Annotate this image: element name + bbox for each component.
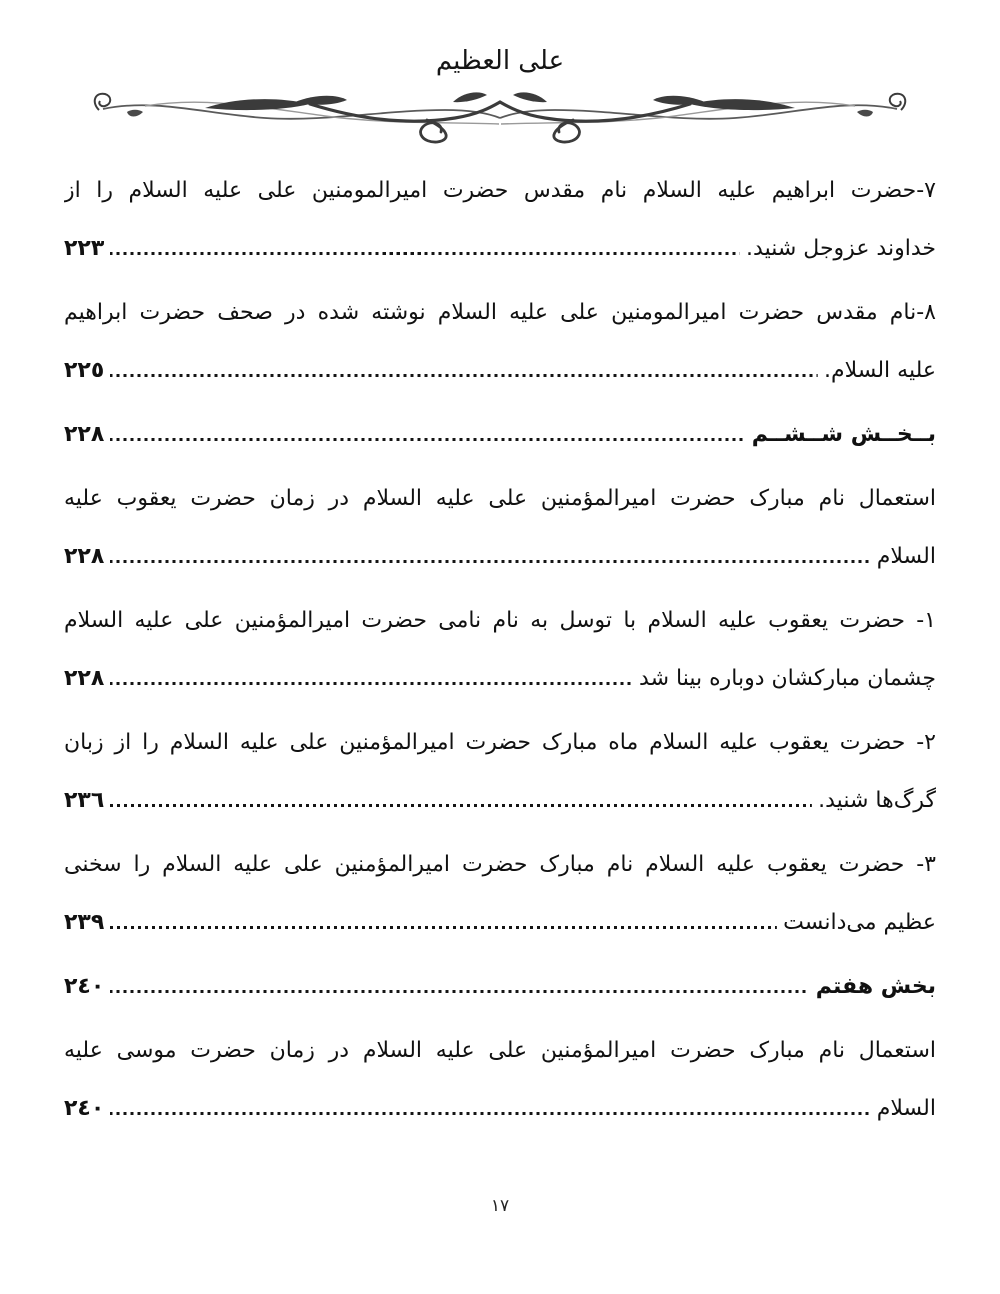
dotted-leader (110, 926, 777, 929)
toc-entry-tail (64, 894, 936, 952)
toc-page-number: ٢٤٠ (64, 1096, 105, 1121)
dotted-leader (110, 804, 812, 807)
toc-entry-3 (64, 836, 936, 952)
toc-entry-tail (64, 528, 936, 586)
toc-entry-1 (64, 592, 936, 708)
toc-entry-intro-yaqub (64, 470, 936, 586)
footer-page-number: ١٧ (490, 1196, 510, 1216)
toc-page-number: ٢٣٦ (64, 788, 105, 813)
page-title: علی العظیم (435, 46, 565, 76)
toc-section-6 (64, 406, 936, 464)
toc-section-label: بخش هفتم (815, 974, 936, 999)
toc-entry-text-tail: السلام (876, 1096, 936, 1121)
toc-page-number: ٢٢٨ (64, 422, 105, 447)
dotted-leader (110, 438, 745, 441)
toc-entry-text-tail: خداوند عزوجل شنید. (746, 236, 936, 261)
dotted-leader (110, 560, 871, 563)
toc-entry-text-tail: عظیم می‌دانست (783, 910, 936, 935)
toc-entry-tail (64, 342, 936, 400)
flourish-divider-graphic (84, 88, 916, 144)
toc-entry-7 (64, 162, 936, 278)
toc-entry-text: ٣- حضرت یعقوب علیه السلام نام مبارک حضرت امیرالمؤمنین علی علیه السلام را سخنی (64, 852, 936, 877)
toc-section-row (64, 406, 936, 464)
toc-page-number: ٢٢٥ (64, 358, 105, 383)
dotted-leader (110, 990, 810, 993)
toc-entry-text: ١- حضرت یعقوب علیه السلام با توسل به نام نامی حضرت امیرالمؤمنین علی علیه السلام (64, 608, 936, 633)
toc-page-number: ٢٢٣ (64, 236, 105, 261)
toc-entry-text: استعمال نام مبارک حضرت امیرالمؤمنین علی علیه السلام در زمان حضرت موسی علیه (64, 1038, 936, 1063)
toc-entry-text-tail: علیه السلام. (823, 358, 936, 383)
toc-entry-tail (64, 650, 936, 708)
toc-entry-8 (64, 284, 936, 400)
dotted-leader (110, 682, 633, 685)
dotted-leader (110, 252, 740, 255)
toc-entry-text: ٨-نام مقدس حضرت امیرالمومنین علی علیه السلام نوشته شده در صحف حضرت ابراهیم (64, 300, 936, 325)
toc-entry-tail (64, 1080, 936, 1138)
dotted-leader (110, 374, 818, 377)
toc-entry-tail (64, 220, 936, 278)
toc-page-number: ٢٣٩ (64, 910, 105, 935)
toc-entry-text-tail: گرگ‌ها شنید. (818, 788, 936, 813)
table-of-contents (64, 162, 936, 1138)
toc-entry-text: استعمال نام مبارک حضرت امیرالمؤمنین علی علیه السلام در زمان حضرت یعقوب علیه (64, 486, 936, 511)
toc-entry-text: ٢- حضرت یعقوب علیه السلام ماه مبارک حضرت امیرالمؤمنین علی علیه السلام را از زبان (64, 730, 936, 755)
toc-entry-2 (64, 714, 936, 830)
dotted-leader (110, 1112, 871, 1115)
toc-section-label: بــخــش شــشــم (751, 422, 936, 447)
flourish-divider (84, 88, 916, 144)
toc-page-number: ٢٢٨ (64, 544, 105, 569)
toc-entry-intro-musa (64, 1022, 936, 1138)
toc-page-number: ٢٤٠ (64, 974, 105, 999)
toc-entry-tail (64, 772, 936, 830)
toc-entry-text-tail: السلام (876, 544, 936, 569)
toc-section-7 (64, 958, 936, 1016)
toc-section-row (64, 958, 936, 1016)
toc-entry-text-tail: چشمان مبارکشان دوباره بینا شد (639, 666, 936, 691)
toc-page-number: ٢٢٨ (64, 666, 105, 691)
toc-entry-text: ٧-حضرت ابراهیم علیه السلام نام مقدس حضرت امیرالمومنین علی علیه السلام را از (64, 178, 936, 203)
